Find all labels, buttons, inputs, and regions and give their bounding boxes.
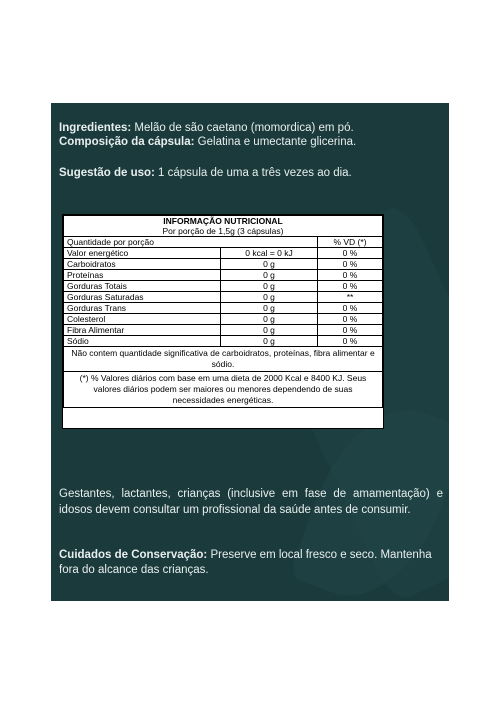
row-amount: 0 g — [221, 281, 318, 292]
usage-text: 1 cápsula de uma a três vezes ao dia. — [154, 167, 352, 179]
row-name: Carboidratos — [64, 259, 221, 270]
row-vd: 0 % — [318, 303, 383, 314]
usage-block — [59, 166, 443, 180]
row-amount: 0 g — [221, 325, 318, 336]
row-vd: 0 % — [318, 314, 383, 325]
nutrition-table — [62, 214, 384, 429]
row-amount: 0 g — [221, 270, 318, 281]
row-vd: 0 % — [318, 336, 383, 347]
daily-values-footnote: (*) % Valores diários com base em uma dieta de 2000 Kcal e 8400 KJ. Seus valores diários podem ser maiores ou menores dependendo de suas necessidades energéticas. — [64, 372, 383, 408]
capsule-label: Composição da cápsula: — [59, 136, 195, 148]
row-amount: 0 kcal = 0 kJ — [221, 248, 318, 259]
nutrition-title: INFORMAÇÃO NUTRICIONAL — [64, 216, 383, 227]
nutrition-note: Não contem quantidade significativa de carboidratos, proteínas, fibra alimentar e sódio. — [64, 347, 383, 372]
storage-text: Preserve em local fresco e seco. Mantenha fora do alcance das crianças. — [59, 549, 432, 576]
usage-label: Sugestão de uso: — [59, 167, 155, 179]
storage-block — [59, 548, 443, 578]
row-name: Valor energético — [64, 248, 221, 259]
ingredients-text: Melão de são caetano (momordica) em pó. — [131, 122, 354, 134]
row-name: Sódio — [64, 336, 221, 347]
table-row — [64, 325, 383, 336]
label-panel — [51, 103, 449, 601]
table-row — [64, 248, 383, 259]
row-name: Gorduras Saturadas — [64, 292, 221, 303]
row-vd: 0 % — [318, 281, 383, 292]
ingredients-block — [59, 121, 443, 149]
row-name: Gorduras Totais — [64, 281, 221, 292]
row-amount: 0 g — [221, 292, 318, 303]
table-row — [64, 259, 383, 270]
row-name: Colesterol — [64, 314, 221, 325]
row-amount: 0 g — [221, 259, 318, 270]
storage-label: Cuidados de Conservação: — [59, 549, 208, 561]
row-name: Gorduras Trans — [64, 303, 221, 314]
table-row — [64, 336, 383, 347]
table-row — [64, 303, 383, 314]
row-vd: 0 % — [318, 325, 383, 336]
nutrition-portion: Por porção de 1,5g (3 cápsulas) — [64, 226, 383, 237]
row-vd: ** — [318, 292, 383, 303]
table-row — [64, 281, 383, 292]
row-name: Fibra Alimentar — [64, 325, 221, 336]
header-quantity: Quantidade por porção — [64, 237, 318, 248]
table-row — [64, 314, 383, 325]
row-name: Proteínas — [64, 270, 221, 281]
row-amount: 0 g — [221, 336, 318, 347]
row-vd: 0 % — [318, 259, 383, 270]
ingredients-label: Ingredientes: — [59, 122, 132, 134]
row-amount: 0 g — [221, 303, 318, 314]
row-vd: 0 % — [318, 248, 383, 259]
header-vd: % VD (*) — [318, 237, 383, 248]
row-amount: 0 g — [221, 314, 318, 325]
capsule-text: Gelatina e umectante glicerina. — [194, 136, 357, 148]
warning-text: Gestantes, lactantes, crianças (inclusive em fase de amamentação) e idosos devem consultar um profissional da saúde antes de consumir. — [59, 488, 443, 516]
table-row — [64, 292, 383, 303]
row-vd: 0 % — [318, 270, 383, 281]
table-row — [64, 270, 383, 281]
